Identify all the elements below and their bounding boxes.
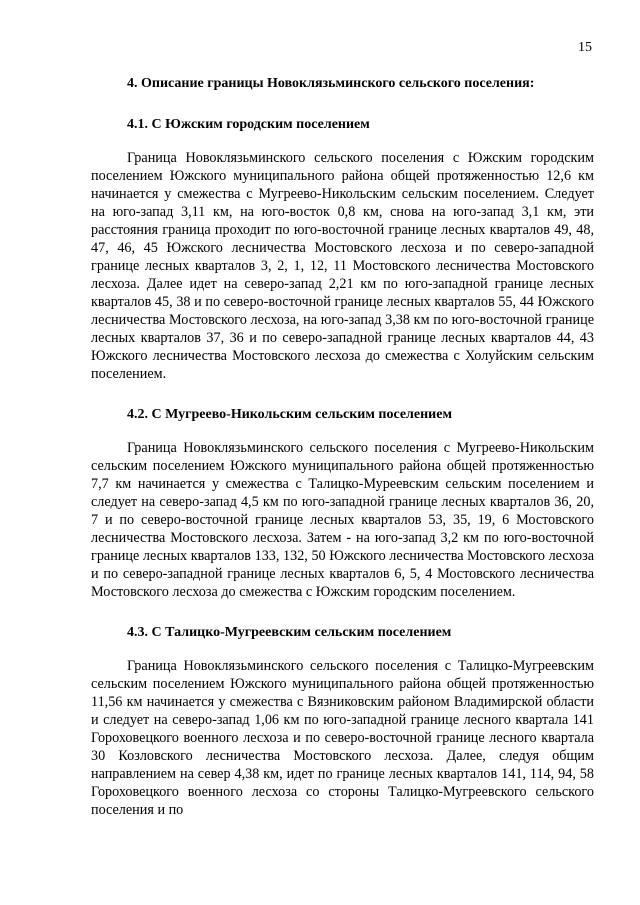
section-heading-4-3: 4.3. С Талицко-Мугреевским сельским поселением: [127, 625, 452, 640]
main-heading: 4. Описание границы Новоклязьминского сельского поселения:: [127, 76, 535, 91]
section-paragraph-4-1: Граница Новоклязьминского сельского поселения с Южским городским поселением Южского муниципального района общей протяженностью 12,6 км начинается у смежества с Мугреево-Никольским сельским поселением. Следует на юго-запад 3,11 км, на юго-восток 0,8 км, снова на юго-запад 3,1 км, эти расстояния граница проходит по юго-восточной границе лесных кварталов 49, 48, 47, 46, 45 Южского лесничества Мостовского лесхоза и по северо-западной границе лесных кварталов 3, 2, 1, 12, 11 Мостовского лесничества Мостовского лесхоза. Далее идет на северо-запад 2,21 км по юго-западной границе лесных кварталов 45, 38 и по северо-восточной границе лесных кварталов 55, 44 Южского лесничества Мостовского лесхоза, на юго-запад 3,38 км по юго-восточной границе лесных кварталов 37, 36 и по северо-западной границе лесных кварталов 44, 43 Южского лесничества Мостовского лесхоза до смежества с Холуйским сельским поселением.: [91, 150, 594, 382]
page-number: 15: [578, 40, 592, 55]
section-heading-4-1: 4.1. С Южским городским поселением: [127, 117, 370, 132]
section-heading-4-2: 4.2. С Мугреево-Никольским сельским поселением: [127, 407, 452, 422]
section-paragraph-4-3: Граница Новоклязьминского сельского поселения с Талицко-Мугреевским сельским поселением Южского муниципального района общей протяженностью 11,56 км начинается у смежества с Вязниковским районом Владимирской области и следует на северо-запад 1,06 км по юго-западной границе лесного квартала 141 Гороховецкого военного лесхоза и по северо-восточной границе лесного квартала 30 Козловского лесничества Мостовского лесхоза. Далее, следуя общим направлением на север 4,38 км, идет по границе лесных кварталов 141, 114, 94, 58 Гороховецкого военного лесхоза со стороны Талицко-Мугреевского сельского поселения и по: [91, 658, 594, 818]
section-paragraph-4-2: Граница Новоклязьминского сельского поселения с Мугреево-Никольским сельским поселением Южского муниципального района общей протяженностью 7,7 км начинается у смежества с Талицко-Муреевским сельским поселением и следует на северо-запад 4,5 км по юго-западной границе лесных кварталов 36, 20, 7 и по северо-восточной границе лесных кварталов 53, 35, 19, 6 Мостовского лесничества Мостовского лесхоза. Затем - на юго-запад 3,2 км по юго-восточной границе лесных кварталов 133, 132, 50 Южского лесничества Мостовского лесхоза и по северо-западной границе лесных кварталов 6, 5, 4 Мостовского лесничества Мостовского лесхоза до смежества с Южским городским поселением.: [91, 440, 594, 600]
document-body: [91, 72, 594, 819]
